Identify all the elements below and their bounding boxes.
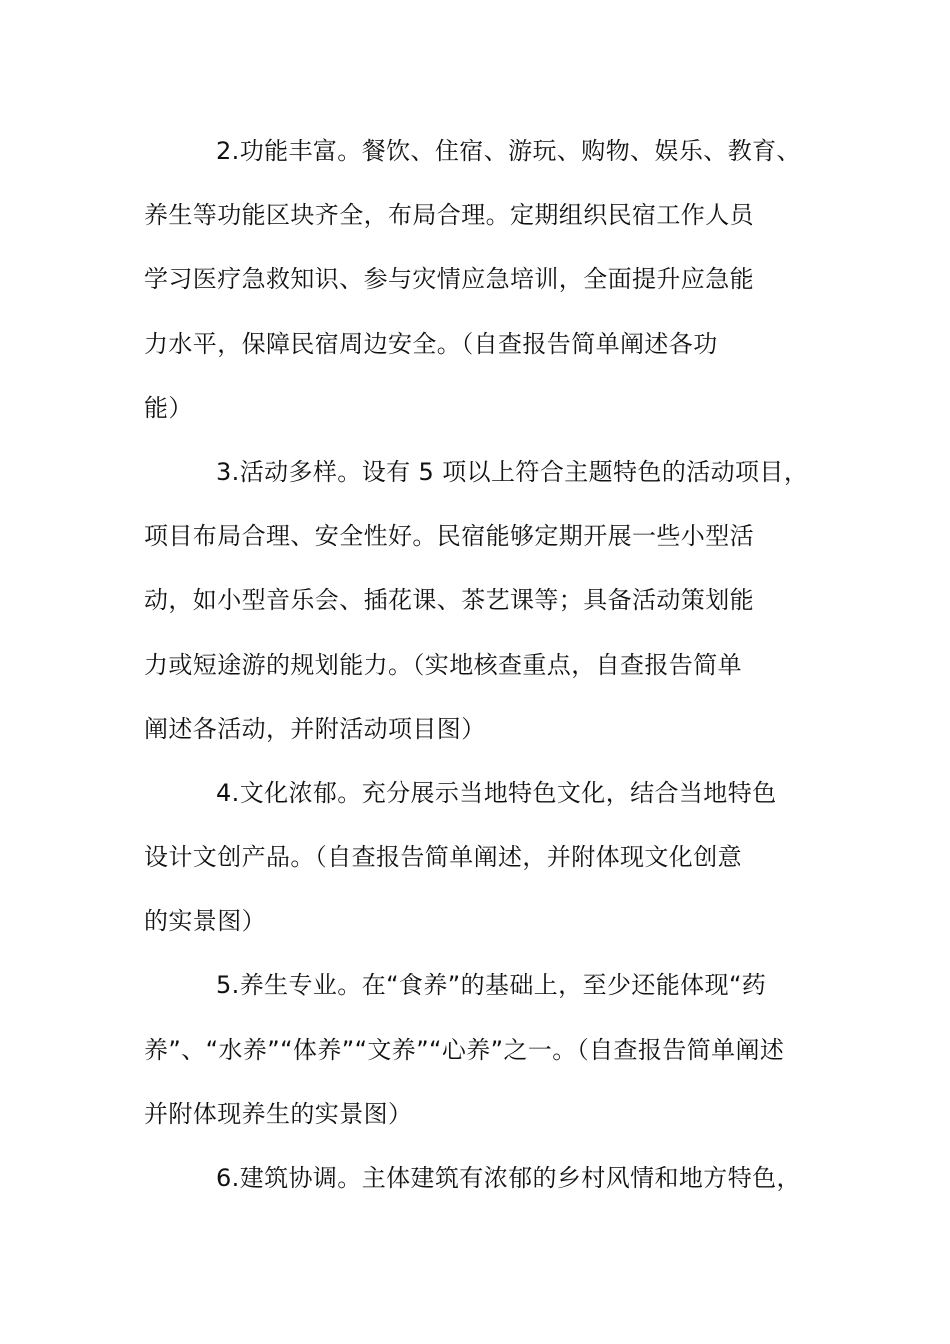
text-line: 养”、“水养”“体养”“文养”“心养”之一。（自查报告简单阐述	[144, 1035, 785, 1064]
text-line: 并附体现养生的实景图）	[144, 1099, 413, 1128]
document-body	[144, 119, 824, 1210]
text-line: 的实景图）	[144, 907, 266, 936]
text-line: 2.功能丰富。餐饮、住宿、游玩、购物、娱乐、教育、	[216, 137, 801, 165]
text-line: 项目布局合理、安全性好。民宿能够定期开展一些小型活	[144, 522, 754, 551]
text-line: 能）	[144, 393, 193, 422]
text-line: 养生等功能区块齐全，布局合理。定期组织民宿工作人员	[144, 201, 754, 230]
paragraph-item-6	[144, 1146, 824, 1210]
text-line: 5.养生专业。在“食养”的基础上，至少还能体现“药	[216, 971, 767, 1000]
text-line: 6.建筑协调。主体建筑有浓郁的乡村风情和地方特色，	[216, 1164, 801, 1192]
paragraph-item-2	[144, 119, 824, 440]
text-line: 阐述各活动，并附活动项目图）	[144, 714, 486, 743]
paragraph-item-5	[144, 953, 824, 1146]
text-line: 动，如小型音乐会、插花课、茶艺课等；具备活动策划能	[144, 586, 754, 615]
text-line: 学习医疗急救知识、参与灾情应急培训，全面提升应急能	[144, 265, 754, 294]
text-line: 力或短途游的规划能力。（实地核查重点，自查报告简单	[144, 650, 742, 679]
text-line: 3.活动多样。设有 5 项以上符合主题特色的活动项目，	[216, 457, 809, 486]
text-line: 设计文创产品。（自查报告简单阐述，并附体现文化创意	[144, 843, 742, 872]
paragraph-item-3	[144, 440, 824, 761]
text-line: 力水平，保障民宿周边安全。（自查报告简单阐述各功	[144, 329, 718, 358]
text-line: 4.文化浓郁。充分展示当地特色文化，结合当地特色	[216, 778, 777, 807]
paragraph-item-4	[144, 761, 824, 954]
